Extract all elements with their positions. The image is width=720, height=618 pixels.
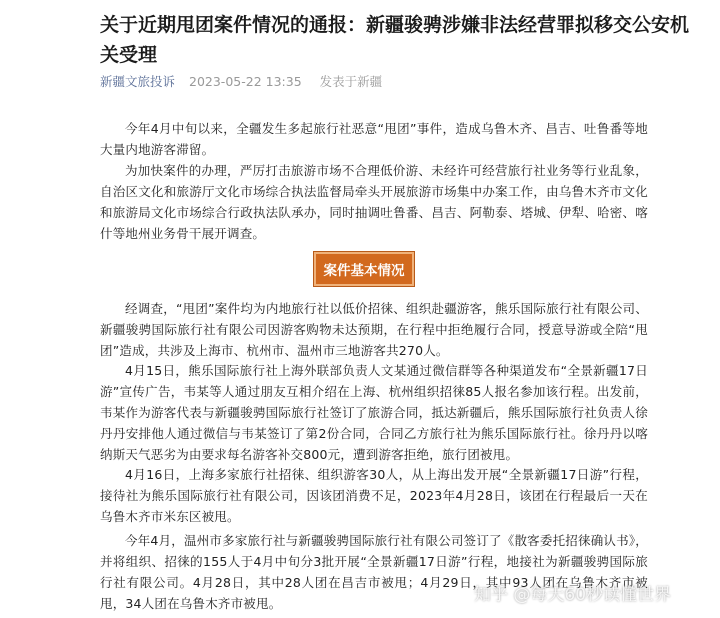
- article-title: 关于近期甩团案件情况的通报：新疆骏骋涉嫌非法经营罪拟移交公安机关受理: [100, 14, 690, 66]
- article-meta: [100, 72, 382, 90]
- account-link[interactable]: 新疆文旅投诉: [100, 74, 176, 89]
- section-heading: 案件基本情况: [314, 252, 414, 286]
- paragraph-intro: 今年4月中旬以来，全疆发生多起旅行社恶意“甩团”事件，造成乌鲁木齐、昌吉、吐鲁番等地大量内地游客滞留。: [100, 121, 648, 157]
- paragraph-case-1: 4月15日，熊乐国际旅行社上海外联部负责人文某通过微信群等各种渠道发布“全景新疆17日游”宣传广告，韦某等人通过朋友互相介绍在上海、杭州组织招徕85人报名参加该行程。出发前，韦某作为游客代表与新疆骏骋国际旅行社签订了旅游合同，抵达新疆后，熊乐国际旅行社负责人徐丹丹安排他人通过微信与韦某签订了第2份合同，合同乙方旅行社为熊乐国际旅行社。徐丹丹以喀纳斯天气恶劣为由要求每名游客补交800元，遭到游客拒绝，旅行团被甩。: [100, 363, 648, 462]
- watermark-text: 知乎 @每天60秒读懂世界: [474, 585, 672, 605]
- publish-date: 2023-05-22 13:35: [189, 74, 302, 89]
- paragraph-case-2: 4月16日，上海多家旅行社招徕、组织游客30人，从上海出发开展“全景新疆17日游”行程，接待社为熊乐国际旅行社有限公司，因该团消费不足，2023年4月28日，该团在行程最后一天在乌鲁木齐市米东区被甩。: [100, 467, 648, 524]
- paragraph-investigation: 经调查，“甩团”案件均为内地旅行社以低价招徕、组织赴疆游客，熊乐国际旅行社有限公司、新疆骏骋国际旅行社有限公司因游客购物未达预期，在行程中拒绝履行合同，授意导游或全陪“甩团”造成，共涉及上海市、杭州市、温州市三地游客共270人。: [100, 301, 648, 358]
- paragraph-handling: 为加快案件的办理，严厉打击旅游市场不合理低价游、未经许可经营旅行社业务等行业乱象，自治区文化和旅游厅文化市场综合执法监督局牵头开展旅游市场集中办案工作，由乌鲁木齐市文化和旅游局文化市场综合行政执法队承办，同时抽调吐鲁番、昌吉、阿勒泰、塔城、伊犁、哈密、喀什等地州业务骨干展开调查。: [100, 163, 648, 241]
- publish-location: 发表于新疆: [319, 74, 383, 89]
- paragraph-case-3: 今年4月，温州市多家旅行社与新疆骏骋国际旅行社有限公司签订了《散客委托招徕确认书》，并将组织、招徕的155人于4月中旬分3批开展“全景新疆17日游”行程，地接社为新疆骏骋国际旅行社有限公司。4月28日，其中28人团在昌吉市被甩；4月29日，其中93人团在乌鲁木齐市被甩，34人团在乌鲁木齐市被甩。: [100, 533, 648, 611]
